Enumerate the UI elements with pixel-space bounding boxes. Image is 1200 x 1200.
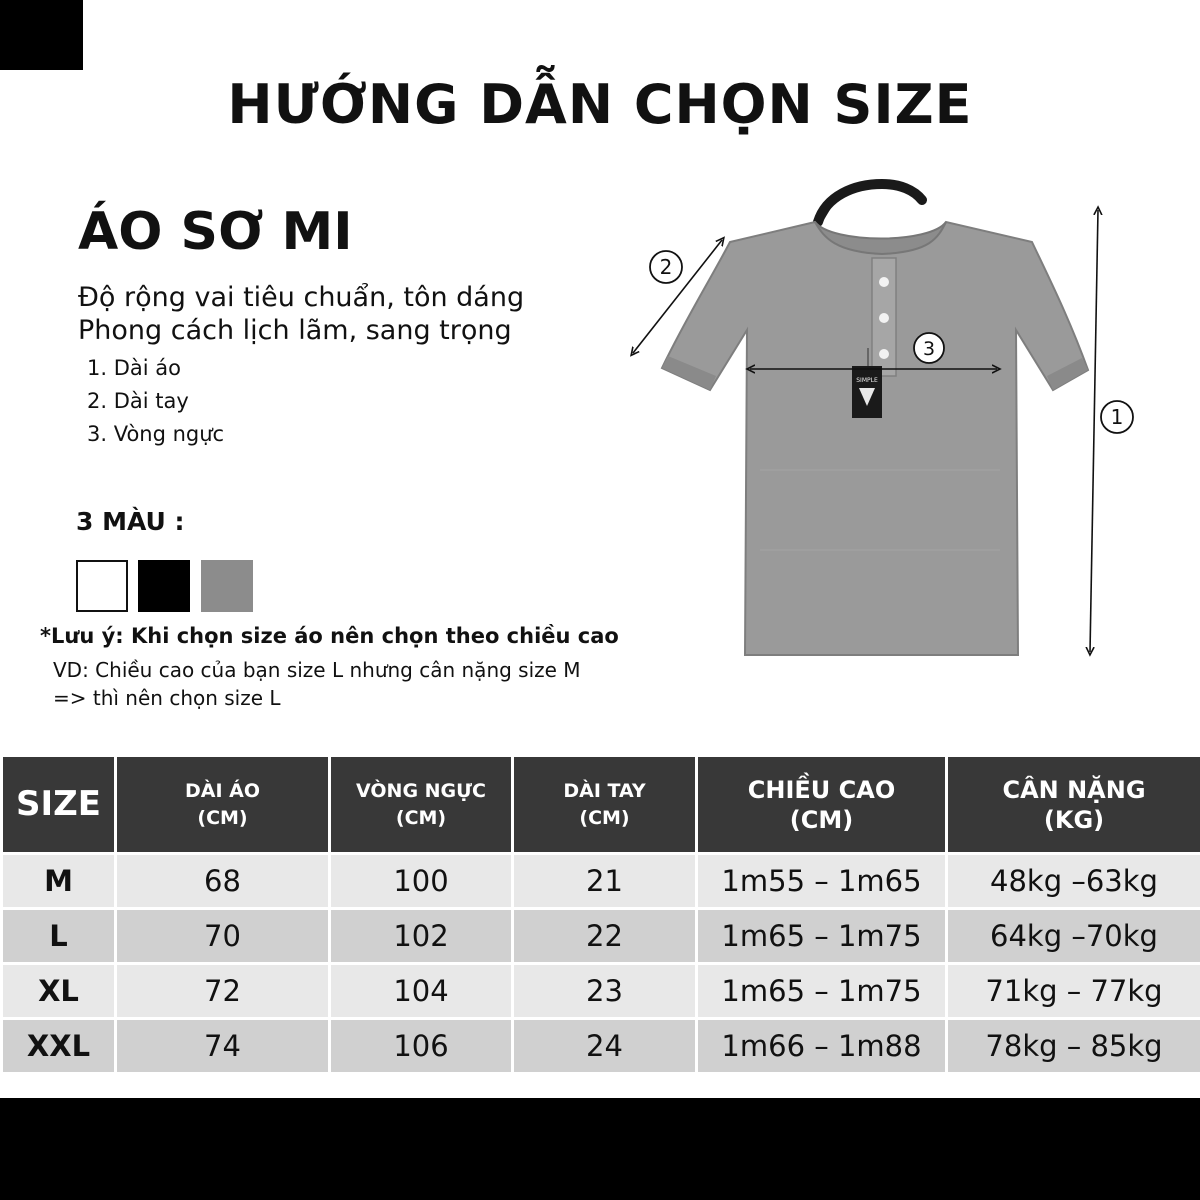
footer-bar [0, 1098, 1200, 1200]
height-cell: 1m65 – 1m75 [697, 964, 947, 1019]
marker-3-label: 3 [922, 338, 936, 360]
weight-cell: 78kg – 85kg [947, 1019, 1200, 1074]
table-row [2, 1019, 1200, 1074]
column-header-height: CHIỀU CAO (CM) [697, 756, 947, 854]
sleeve-cell: 22 [513, 909, 697, 964]
hanger-icon [818, 184, 922, 222]
page-title: HƯỚNG DẪN CHỌN SIZE [227, 73, 973, 136]
brand-tag-text: SIMPLE [856, 377, 878, 384]
shirt-diagram [600, 170, 1160, 670]
note-line: VD: Chiều cao của bạn size L nhưng cân nặng size M [53, 658, 581, 682]
chest-cell: 100 [330, 854, 513, 909]
corner-decoration [0, 0, 83, 70]
column-header-chest: VÒNG NGỰC (CM) [330, 756, 513, 854]
size-cell: XL [2, 964, 116, 1019]
note-line: => thì nên chọn size L [53, 686, 281, 710]
note-heading: *Lưu ý: Khi chọn size áo nên chọn theo chiều cao [40, 624, 619, 648]
column-header-sleeve: DÀI TAY (CM) [513, 756, 697, 854]
marker-1-label: 1 [1110, 405, 1124, 429]
measurement-list [87, 352, 224, 451]
height-cell: 1m65 – 1m75 [697, 909, 947, 964]
measurement-item: 2. Dài tay [87, 389, 189, 413]
weight-cell: 71kg – 77kg [947, 964, 1200, 1019]
product-tagline: Độ rộng vai tiêu chuẩn, tôn dáng [78, 282, 525, 313]
size-cell: L [2, 909, 116, 964]
length-cell: 70 [116, 909, 330, 964]
table-row [2, 909, 1200, 964]
column-header-size: SIZE [2, 756, 116, 854]
table-header-row [2, 756, 1200, 854]
length-cell: 72 [116, 964, 330, 1019]
size-cell: M [2, 854, 116, 909]
color-swatch-white[interactable] [76, 560, 128, 612]
column-header-length: DÀI ÁO (CM) [116, 756, 330, 854]
size-table [0, 754, 1200, 1075]
measurement-item: 3. Vòng ngực [87, 422, 225, 446]
sleeve-cell: 21 [513, 854, 697, 909]
sleeve-cell: 23 [513, 964, 697, 1019]
height-cell: 1m55 – 1m65 [697, 854, 947, 909]
color-swatch-black[interactable] [138, 560, 190, 612]
colors-label: 3 MÀU : [76, 507, 185, 536]
chest-cell: 102 [330, 909, 513, 964]
weight-cell: 48kg –63kg [947, 854, 1200, 909]
color-swatch-gray[interactable] [201, 560, 253, 612]
table-row [2, 854, 1200, 909]
marker-2-label: 2 [659, 255, 673, 279]
sleeve-cell: 24 [513, 1019, 697, 1074]
measurement-item: 1. Dài áo [87, 356, 181, 380]
length-cell: 74 [116, 1019, 330, 1074]
weight-cell: 64kg –70kg [947, 909, 1200, 964]
product-tagline: Phong cách lịch lãm, sang trọng [78, 315, 512, 346]
shirt-icon [659, 222, 1088, 655]
size-cell: XXL [2, 1019, 116, 1074]
product-title: ÁO SƠ MI [78, 202, 353, 262]
height-cell: 1m66 – 1m88 [697, 1019, 947, 1074]
chest-cell: 104 [330, 964, 513, 1019]
chest-cell: 106 [330, 1019, 513, 1074]
length-cell: 68 [116, 854, 330, 909]
column-header-weight: CÂN NẶNG (KG) [947, 756, 1200, 854]
table-row [2, 964, 1200, 1019]
